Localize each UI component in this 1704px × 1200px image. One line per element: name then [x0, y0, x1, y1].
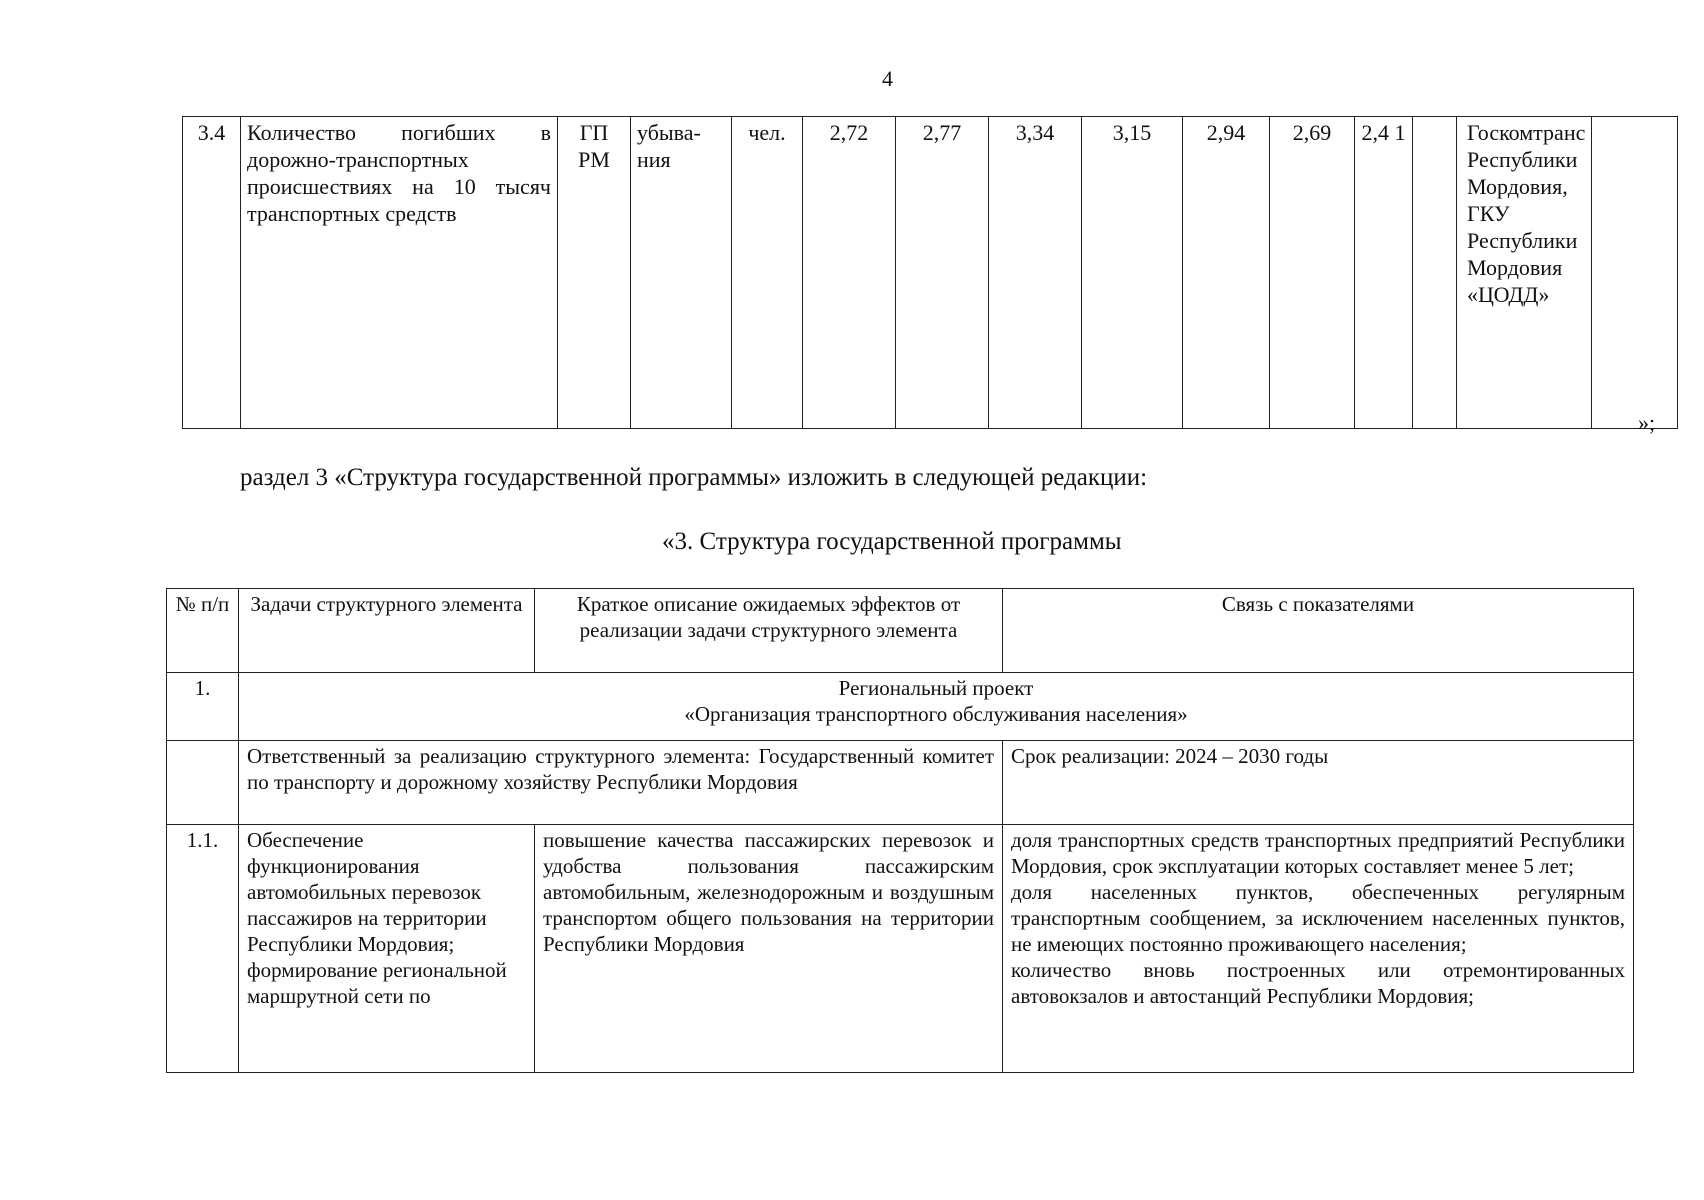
indicator-unit: чел. — [732, 117, 803, 429]
indicators-table — [182, 116, 1678, 429]
responsible-text: Ответственный за реализацию структурного элемента: Государственный комитет по транспорту и дорожному хозяйству Республики Мордовия — [239, 741, 1003, 825]
indicator-value: 2,72 — [803, 117, 896, 429]
project-label: Региональный проект — [838, 676, 1034, 700]
indicator-value: 2,77 — [896, 117, 989, 429]
empty-cell — [1592, 117, 1678, 429]
task-number: 1.1. — [167, 825, 239, 1073]
indicator-item: количество вновь построенных или отремонтированных автовокзалов и автостанций Республики Мордовия; — [1011, 958, 1625, 1008]
indicator-responsible: Госкомтранс Республики Мордовия, ГКУ Республики Мордовия «ЦОДД» — [1457, 117, 1592, 429]
row-number: 3.4 — [183, 117, 241, 429]
header-num: № п/п — [167, 589, 239, 673]
table-header-row — [167, 589, 1634, 673]
table-row — [167, 673, 1634, 741]
table-row — [167, 825, 1634, 1073]
closing-quote: »; — [1638, 410, 1656, 435]
indicator-dynamics: убыва-ния — [631, 117, 732, 429]
indicator-value: 3,34 — [989, 117, 1082, 429]
page-number: 4 — [882, 66, 893, 91]
indicator-value: 2,94 — [1183, 117, 1270, 429]
header-desc: Краткое описание ожидаемых эффектов от реализации задачи структурного элемента — [535, 589, 1003, 673]
indicator-source: ГП РМ — [558, 117, 631, 429]
indicator-item: доля транспортных средств транспортных предприятий Республики Мордовия, срок эксплуатации которых составляет менее 5 лет; — [1011, 828, 1625, 878]
table-row — [167, 741, 1634, 825]
indicator-value: 2,4 1 — [1355, 117, 1413, 429]
task-effect: повышение качества пассажирских перевозок и удобства пользования пассажирским автомобильным, железнодорожным и воздушным транспортом общего пользования на территории Республики Мордовия — [535, 825, 1003, 1073]
header-task: Задачи структурного элемента — [239, 589, 535, 673]
structure-table — [166, 588, 1634, 1073]
section-heading: «3. Структура государственной программы — [662, 528, 1122, 555]
table-row — [183, 117, 1678, 429]
implementation-term: Срок реализации: 2024 – 2030 годы — [1003, 741, 1634, 825]
indicator-value: 2,69 — [1270, 117, 1355, 429]
indicator-item: доля населенных пунктов, обеспеченных регулярным транспортным сообщением, за исключением населенных пунктов, не имеющих постоянно проживающего населения; — [1011, 880, 1625, 956]
project-title-cell — [239, 673, 1634, 741]
task-indicators — [1003, 825, 1634, 1073]
empty-cell — [1413, 117, 1457, 429]
indicator-name: Количество погибших в дорожно-транспортных происшествиях на 10 тысяч транспортных средств — [241, 117, 558, 429]
section-instruction: раздел 3 «Структура государственной программы» изложить в следующей редакции: — [240, 464, 1148, 491]
empty-cell — [167, 741, 239, 825]
indicator-value: 3,15 — [1082, 117, 1183, 429]
header-link: Связь с показателями — [1003, 589, 1634, 673]
project-name: «Организация транспортного обслуживания населения» — [684, 702, 1188, 726]
project-number: 1. — [167, 673, 239, 741]
task-text: Обеспечение функционирования автомобильных перевозок пассажиров на территории Республики Мордовия; формирование региональной маршрутной сети по — [239, 825, 535, 1073]
